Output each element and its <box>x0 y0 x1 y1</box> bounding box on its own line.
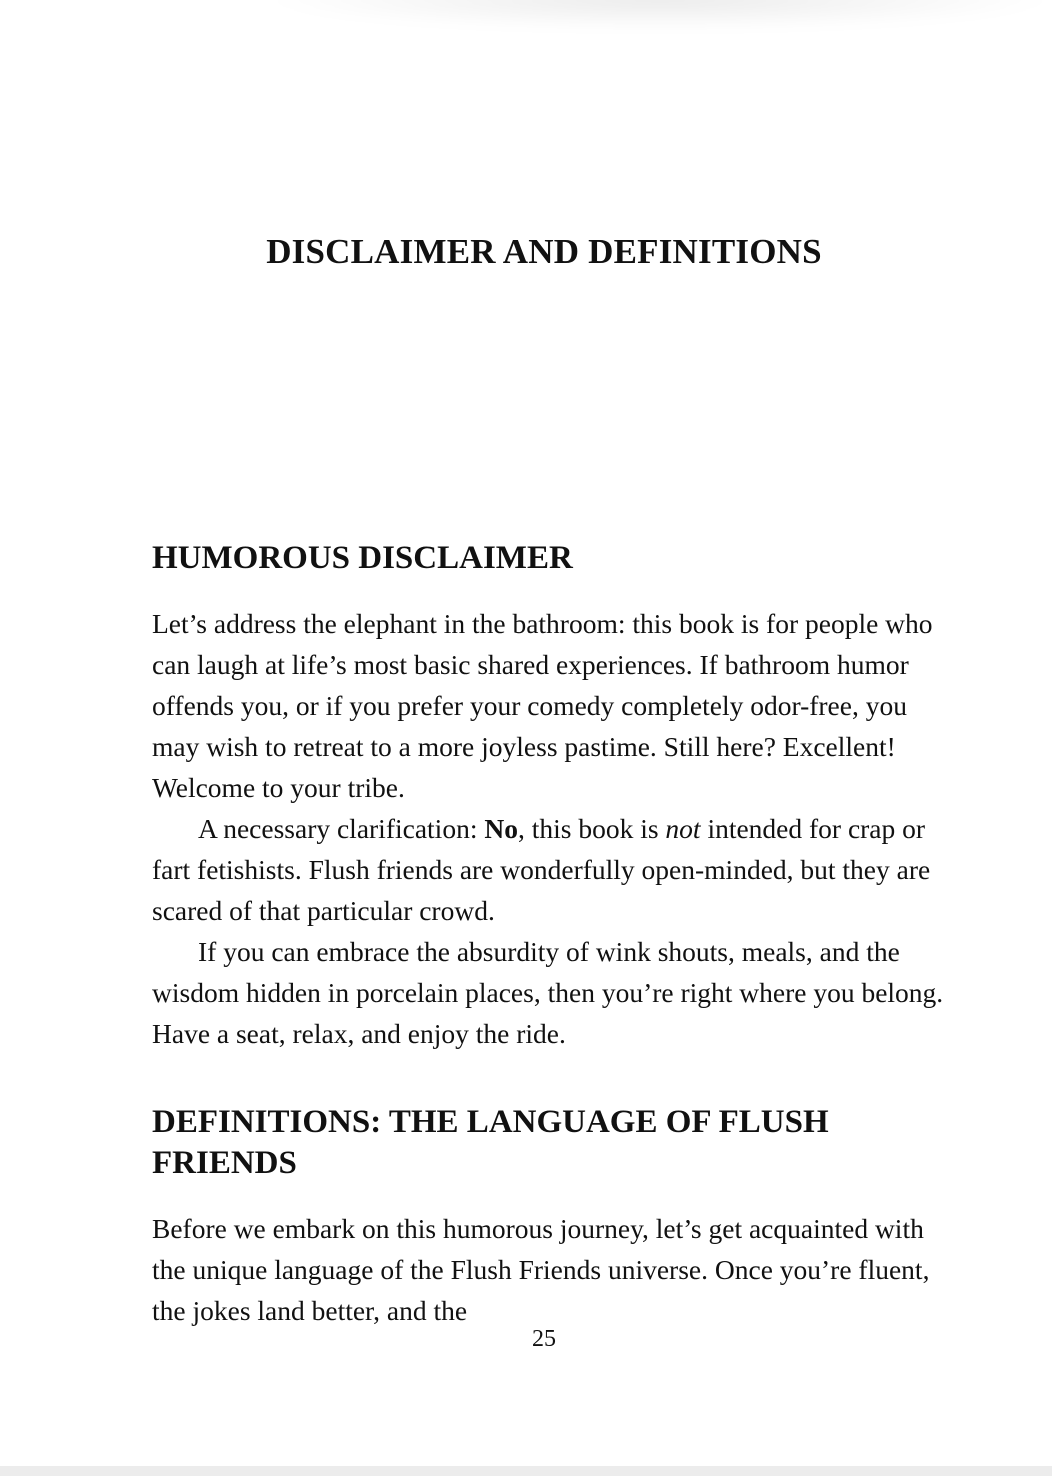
section-heading-humorous-disclaimer: HUMOROUS DISCLAIMER <box>152 540 573 576</box>
definitions-paragraph-1: Before we embark on this humorous journey, let’s get acquainted with the unique language of the Flush Friends universe. Once you’re fluent, the jokes land better, and the <box>152 1213 930 1326</box>
definitions-heading-line-2: FRIENDS <box>152 1145 297 1181</box>
disclaimer-p2-bold: No <box>484 813 518 844</box>
disclaimer-p2-start: A necessary clarification: <box>198 813 485 844</box>
disclaimer-paragraph-1: Let’s address the elephant in the bathroom: this book is for people who can laugh at life’s most basic shared experiences. If bathroom humor offends you, or if you prefer your comedy completely odor-free, you may wish to retreat to a more joyless pastime. Still here? Excellent! Welcome to your tribe. <box>152 608 933 803</box>
chapter-title: DISCLAIMER AND DEFINITIONS <box>266 232 822 271</box>
definitions-heading-line-1: DEFINITIONS: THE LANGUAGE OF FLUSH <box>152 1104 829 1140</box>
disclaimer-paragraph-2 <box>152 808 952 931</box>
page-bottom-edge <box>0 1466 1052 1476</box>
disclaimer-p2-end: intended for crap or fart fetishists. Flush friends are wonderfully open-minded, but they are scared of that particular crowd. <box>152 813 931 926</box>
disclaimer-p2-italic: not <box>665 813 701 844</box>
disclaimer-p2-mid: , this book is <box>517 813 666 844</box>
page-number: 25 <box>532 1326 556 1352</box>
page-shadow <box>260 0 1052 30</box>
disclaimer-paragraph-3: If you can embrace the absurdity of wink shouts, meals, and the wisdom hidden in porcelain places, then you’re right where you belong. Have a seat, relax, and enjoy the ride. <box>152 936 944 1049</box>
page-content <box>152 538 952 1331</box>
section-heading-definitions <box>152 1102 952 1184</box>
